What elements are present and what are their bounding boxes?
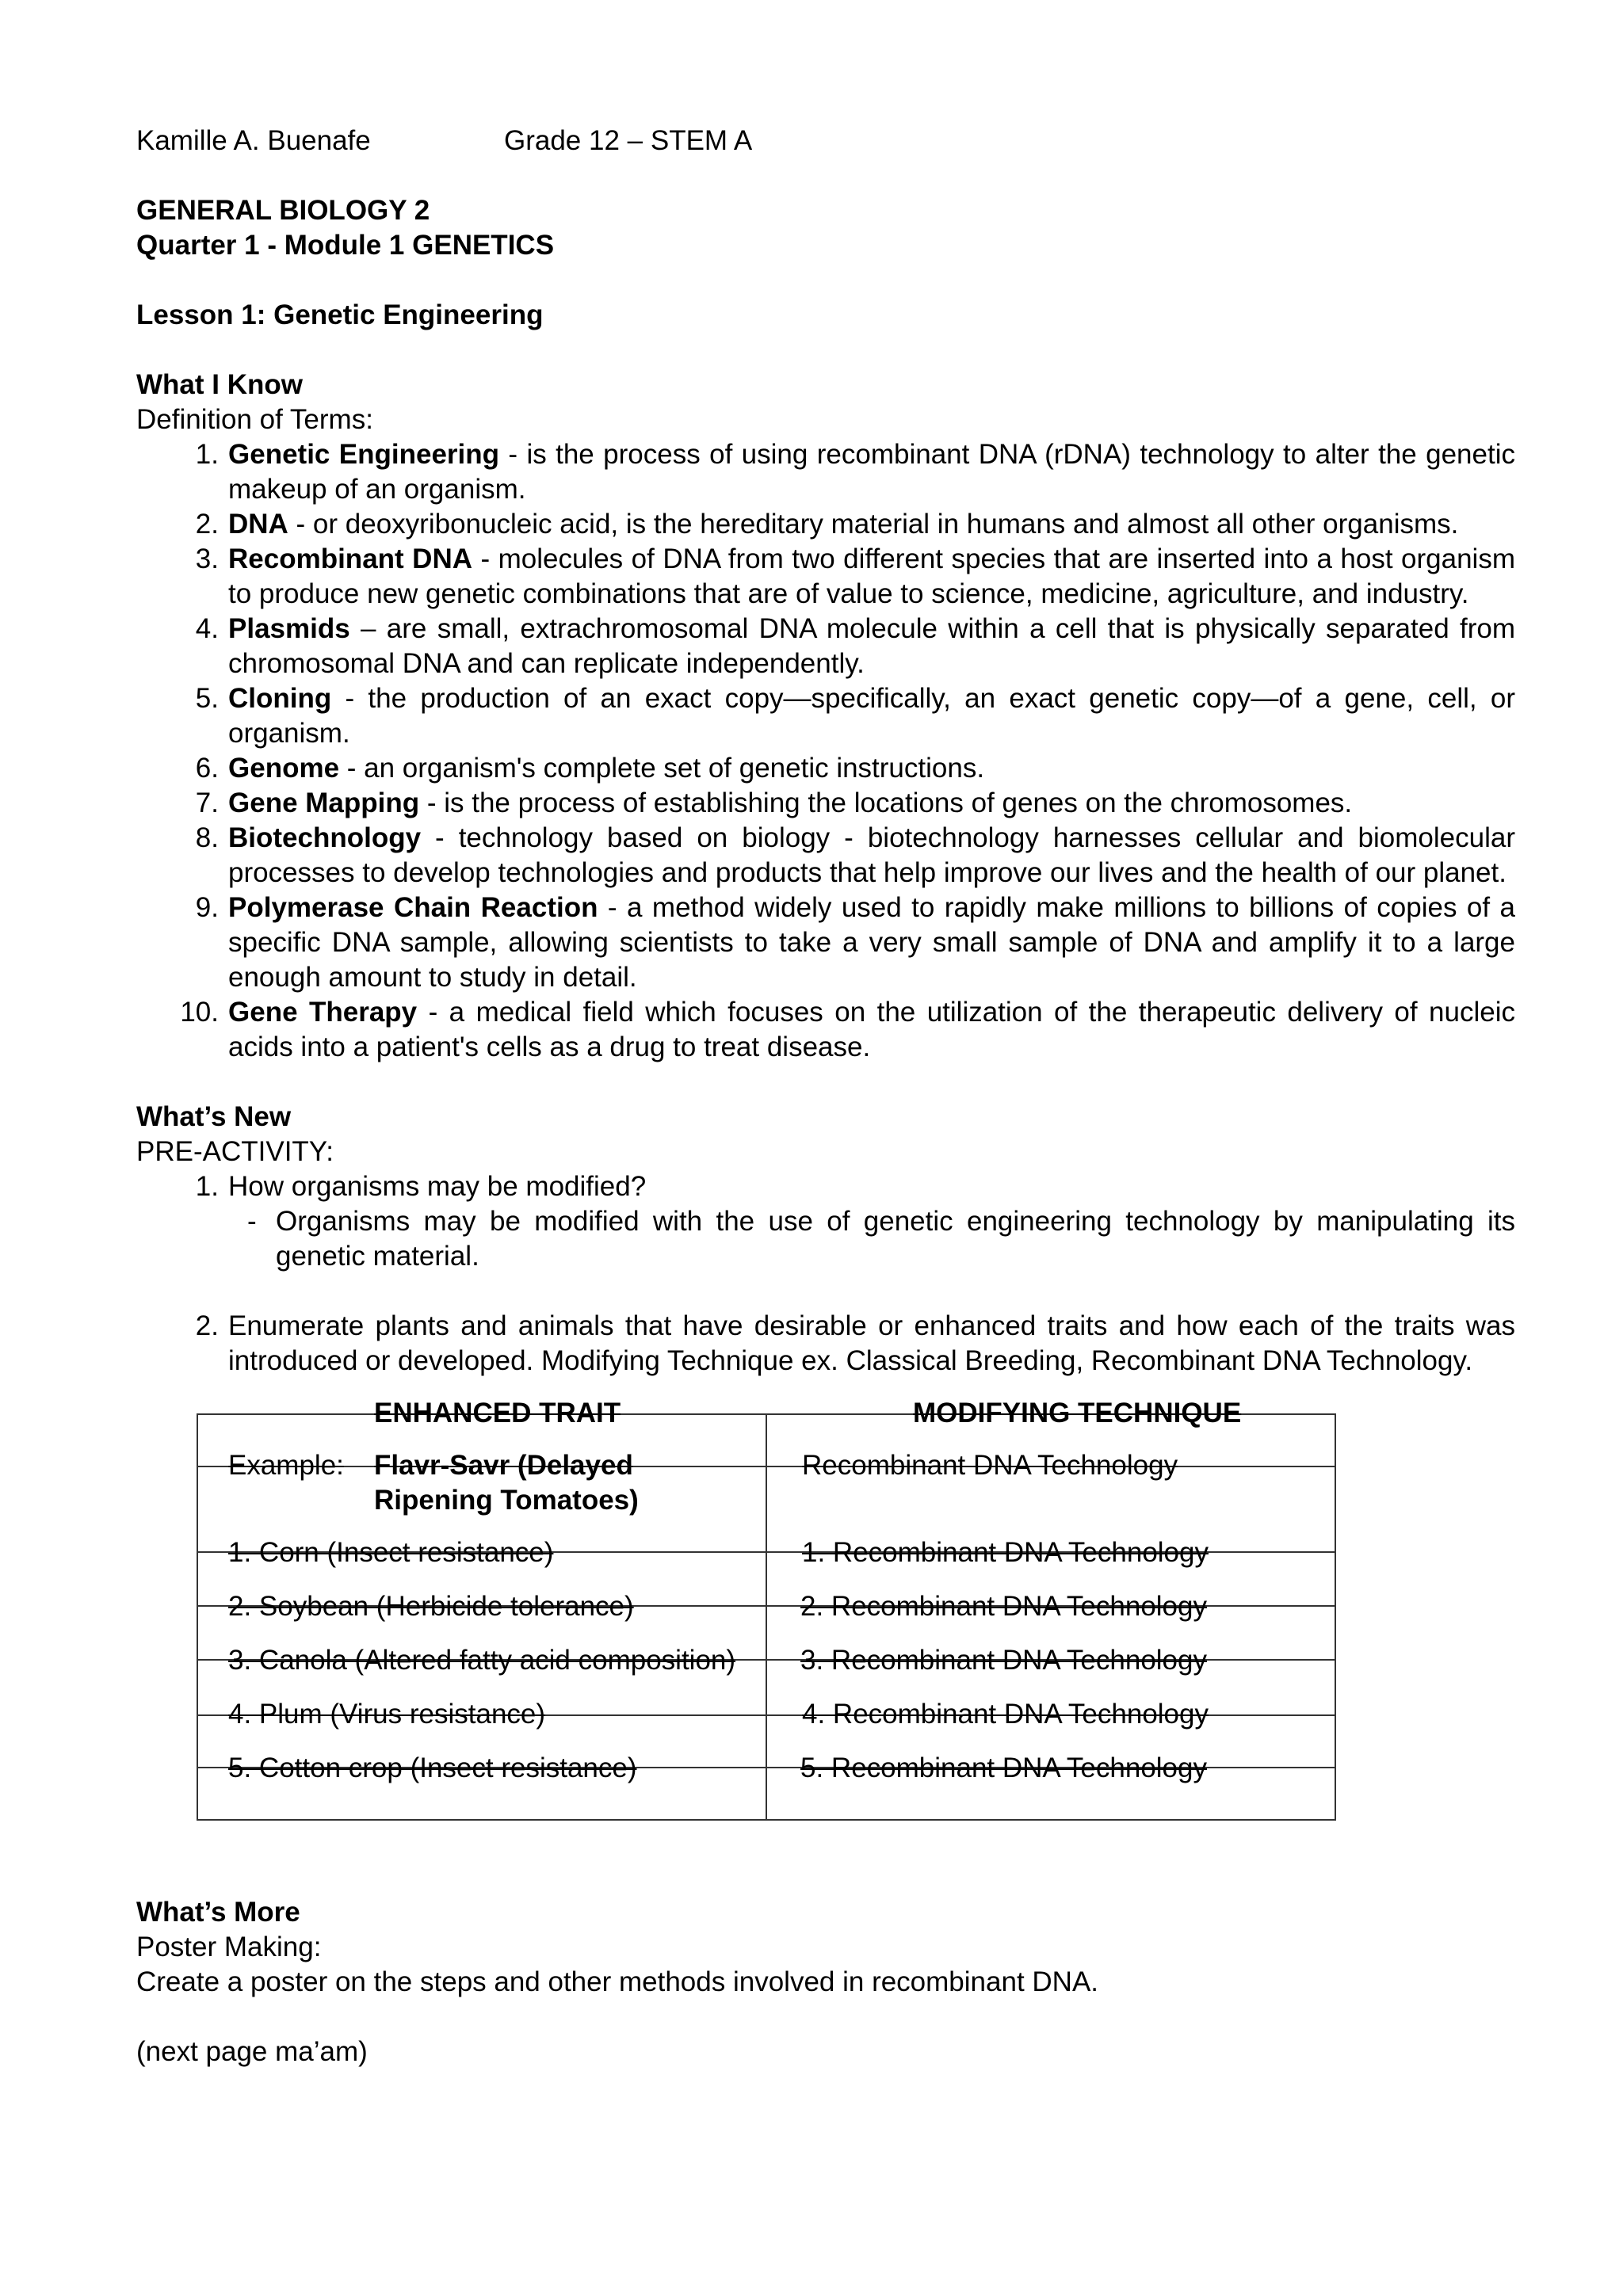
question-number: 1. bbox=[195, 1171, 219, 1202]
term: Gene Therapy bbox=[228, 997, 418, 1028]
trait-cell: 5. Cotton crop (Insect resistance) bbox=[228, 1753, 637, 1783]
header-modifying-technique: MODIFYING TECHNIQUE bbox=[913, 1398, 1242, 1428]
question-text: Enumerate plants and animals that have desirable or enhanced traits and how each of the traits was introduced or developed. Modifying Technique ex. Classical Breeding, Recombinant DNA Technology. bbox=[228, 1310, 1515, 1376]
list-item bbox=[136, 612, 1515, 681]
definition: - an organism's complete set of genetic instructions. bbox=[339, 753, 985, 784]
item-number: 1. bbox=[195, 439, 219, 470]
lesson-title: Lesson 1: Genetic Engineering bbox=[136, 299, 544, 330]
answer-text: Organisms may be modified with the use of genetic engineering technology by manipulating its genetic material. bbox=[276, 1206, 1515, 1272]
list-item bbox=[136, 751, 1515, 786]
term: Genome bbox=[228, 753, 340, 784]
subject-title: GENERAL BIOLOGY 2 bbox=[136, 195, 430, 226]
term: Polymerase Chain Reaction bbox=[228, 892, 598, 923]
item-number: 10. bbox=[180, 997, 219, 1028]
item-number: 8. bbox=[195, 822, 219, 853]
example-label: Example: bbox=[228, 1450, 344, 1481]
item-number: 5. bbox=[195, 683, 219, 714]
definition-list bbox=[136, 437, 1515, 1065]
technique-cell: 1. Recombinant DNA Technology bbox=[802, 1537, 1209, 1568]
grade-section: Grade 12 – STEM A bbox=[504, 125, 753, 156]
example-trait: Flavr-Savr (Delayed bbox=[374, 1450, 633, 1481]
document-page bbox=[136, 124, 1515, 2069]
technique-cell: 2. Recombinant DNA Technology bbox=[800, 1591, 1207, 1622]
definition: - the production of an exact copy—specifically, an exact genetic copy—of a gene, cell, or organism. bbox=[228, 683, 1515, 749]
definition: - is the process of using recombinant DNA (rDNA) technology to alter the genetic makeup of an organism. bbox=[228, 439, 1515, 505]
table-border-left bbox=[197, 1413, 198, 1821]
trait-cell: 4. Plum (Virus resistance) bbox=[228, 1699, 546, 1730]
definition: - is the process of establishing the locations of genes on the chromosomes. bbox=[419, 788, 1353, 818]
example-technique: Recombinant DNA Technology bbox=[802, 1450, 1178, 1481]
term: Genetic Engineering bbox=[228, 439, 500, 470]
list-item bbox=[136, 507, 1515, 542]
example-trait-line2: Ripening Tomatoes) bbox=[374, 1485, 639, 1516]
question-text: How organisms may be modified? bbox=[228, 1171, 647, 1202]
list-item bbox=[136, 821, 1515, 891]
answer-1 bbox=[136, 1204, 1515, 1274]
definition: - molecules of DNA from two different species that are inserted into a host organism to produce new genetic combinations that are of value to science, medicine, agriculture, and industry. bbox=[228, 543, 1515, 609]
what-i-know-heading: What I Know bbox=[136, 369, 303, 400]
poster-instruction: Create a poster on the steps and other methods involved in recombinant DNA. bbox=[136, 1966, 1099, 1997]
technique-cell: 3. Recombinant DNA Technology bbox=[800, 1645, 1207, 1676]
list-item bbox=[136, 681, 1515, 751]
traits-table bbox=[197, 1398, 1336, 1821]
term: Gene Mapping bbox=[228, 788, 420, 818]
bullet-dash: - bbox=[247, 1206, 257, 1237]
list-item bbox=[136, 995, 1515, 1065]
question-number: 2. bbox=[195, 1310, 219, 1341]
item-number: 2. bbox=[195, 509, 219, 540]
term: Biotechnology bbox=[228, 822, 422, 853]
definition: - technology based on biology - biotechnology harnesses cellular and biomolecular processes to develop technologies and products that help improve our lives and the health of our planet. bbox=[228, 822, 1515, 888]
trait-cell: 1. Corn (Insect resistance) bbox=[228, 1537, 554, 1568]
definition: - or deoxyribonucleic acid, is the hereditary material in humans and almost all other organisms. bbox=[288, 509, 1459, 540]
header-line bbox=[136, 124, 1515, 158]
trait-cell: 2. Soybean (Herbicide tolerance) bbox=[228, 1591, 634, 1622]
definition-subheading: Definition of Terms: bbox=[136, 404, 373, 435]
item-number: 4. bbox=[195, 613, 219, 644]
question-2 bbox=[136, 1309, 1515, 1379]
list-item bbox=[136, 437, 1515, 507]
list-item bbox=[136, 891, 1515, 995]
question-1 bbox=[136, 1169, 1515, 1204]
technique-cell: 4. Recombinant DNA Technology bbox=[802, 1699, 1209, 1730]
header-enhanced-trait: ENHANCED TRAIT bbox=[374, 1398, 621, 1428]
list-item bbox=[136, 786, 1515, 821]
term: Plasmids bbox=[228, 613, 350, 644]
definition: - a medical field which focuses on the utilization of the therapeutic delivery of nucleic acids into a patient's cells as a drug to treat disease. bbox=[228, 997, 1515, 1062]
table-column-divider bbox=[766, 1413, 767, 1821]
whats-new-heading: What’s New bbox=[136, 1101, 292, 1132]
trait-cell: 3. Canola (Altered fatty acid composition) bbox=[228, 1645, 736, 1676]
term: Cloning bbox=[228, 683, 332, 714]
definition: – are small, extrachromosomal DNA molecule within a cell that is physically separated from chromosomal DNA and can replicate independently. bbox=[228, 613, 1515, 679]
pre-activity-label: PRE-ACTIVITY: bbox=[136, 1136, 334, 1167]
term: DNA bbox=[228, 509, 288, 540]
footer-note: (next page ma’am) bbox=[136, 2036, 368, 2067]
whats-more-heading: What’s More bbox=[136, 1897, 300, 1928]
item-number: 6. bbox=[195, 753, 219, 784]
poster-making-label: Poster Making: bbox=[136, 1932, 322, 1962]
student-name: Kamille A. Buenafe bbox=[136, 125, 371, 156]
item-number: 7. bbox=[195, 788, 219, 818]
technique-cell: 5. Recombinant DNA Technology bbox=[800, 1753, 1207, 1783]
definition: - a method widely used to rapidly make millions to billions of copies of a specific DNA sample, allowing scientists to take a very small sample of DNA and amplify it to a large enough amount to study in detail. bbox=[228, 892, 1515, 993]
module-title: Quarter 1 - Module 1 GENETICS bbox=[136, 230, 555, 261]
table-border-right bbox=[1335, 1413, 1336, 1821]
item-number: 9. bbox=[195, 892, 219, 923]
term: Recombinant DNA bbox=[228, 543, 472, 574]
list-item bbox=[136, 542, 1515, 612]
item-number: 3. bbox=[195, 543, 219, 574]
